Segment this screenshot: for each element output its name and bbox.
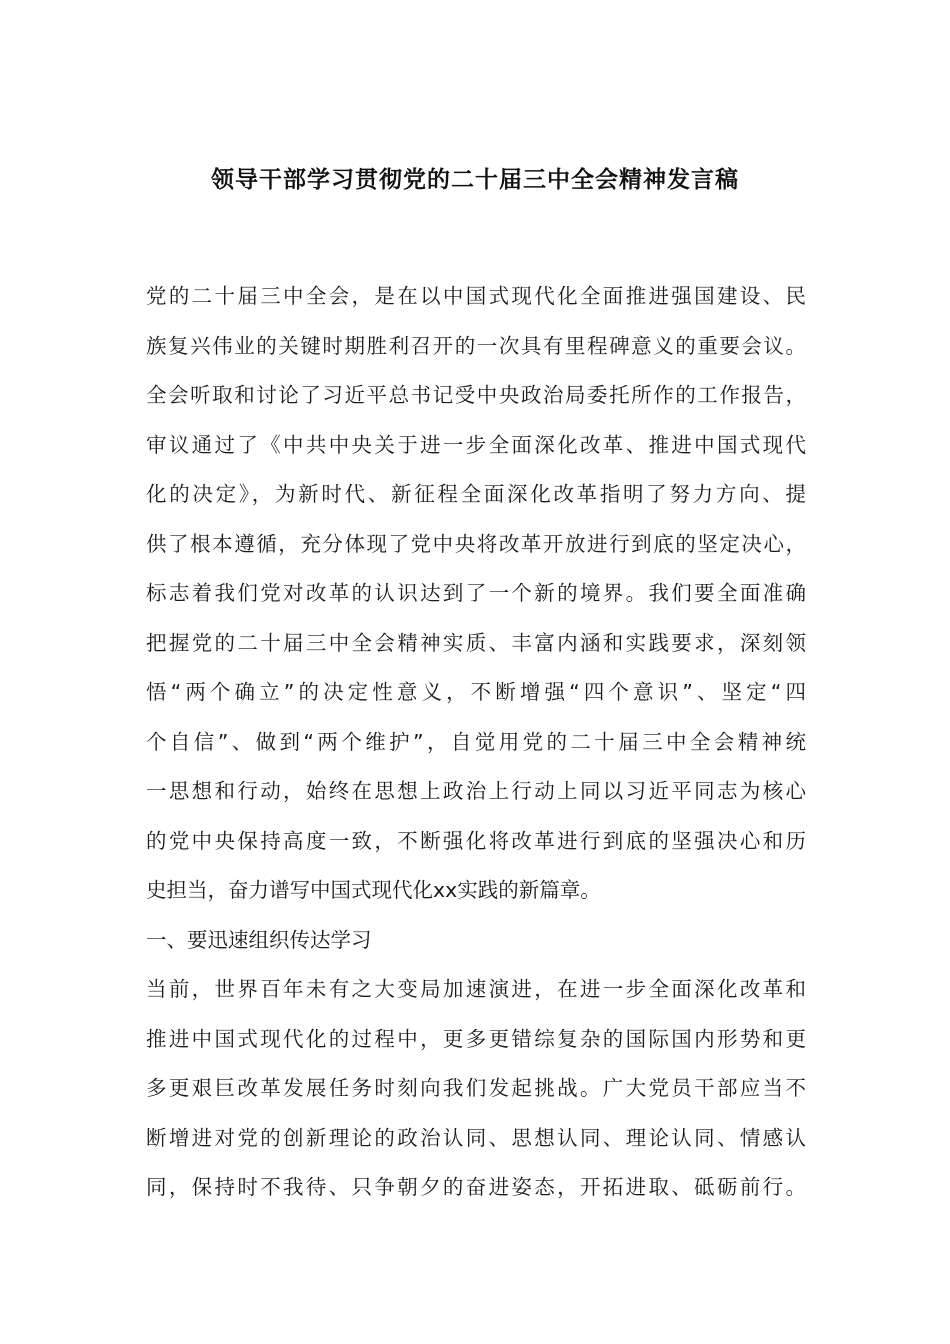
text-line: 审议通过了《中共中央关于进一步全面深化改革、推进中国式现代 xyxy=(146,432,806,457)
text-line: 多更艰巨改革发展任务时刻向我们发起挑战。广大党员干部应当不 xyxy=(146,1076,806,1100)
text-line: 族复兴伟业的关键时期胜利召开的一次具有里程碑意义的重要会议。 xyxy=(146,333,806,358)
text-line: 推进中国式现代化的过程中，更多更错综复杂的国际国内形势和更 xyxy=(146,1026,806,1051)
text-line: 党的二十届三中全会，是在以中国式现代化全面推进强国建设、民 xyxy=(146,284,806,308)
text-line: 化的决定》，为新时代、新征程全面深化改革指明了努力方向、提 xyxy=(146,482,806,506)
text-line: 把握党的二十届三中全会精神实质、丰富内涵和实践要求，深刻领 xyxy=(146,630,806,655)
document-body xyxy=(146,272,806,1213)
text-line: 标志着我们党对改革的认识达到了一个新的境界。我们要全面准确 xyxy=(146,581,806,605)
section-heading: 一、要迅速组织传达学习 xyxy=(146,927,372,952)
text-line: 的党中央保持高度一致，不断强化将改革进行到底的坚强决心和历 xyxy=(146,828,806,853)
text-line: 断增进对党的创新理论的政治认同、思想认同、理论认同、情感认 xyxy=(146,1125,806,1150)
text-line: 史担当，奋力谱写中国式现代化xx实践的新篇章。 xyxy=(146,878,601,902)
text-line: 一思想和行动，始终在思想上政治上行动上同以习近平同志为核心 xyxy=(146,779,806,803)
text-line: 同，保持时不我待、只争朝夕的奋进姿态，开拓进取、砥砺前行。 xyxy=(146,1175,806,1199)
text-line: 全会听取和讨论了习近平总书记受中央政治局委托所作的工作报告， xyxy=(146,383,806,407)
text-line: 悟“两个确立”的决定性意义，不断增强“四个意识”、坚定“四 xyxy=(146,680,806,704)
text-line: 供了根本遵循，充分体现了党中央将改革开放进行到底的坚定决心， xyxy=(146,531,806,556)
text-line: 当前，世界百年未有之大变局加速演进，在进一步全面深化改革和 xyxy=(146,977,806,1001)
text-line: 个自信”、做到“两个维护”，自觉用党的二十届三中全会精神统 xyxy=(146,729,806,754)
document-title: 领导干部学习贯彻党的二十届三中全会精神发言稿 xyxy=(211,166,739,193)
